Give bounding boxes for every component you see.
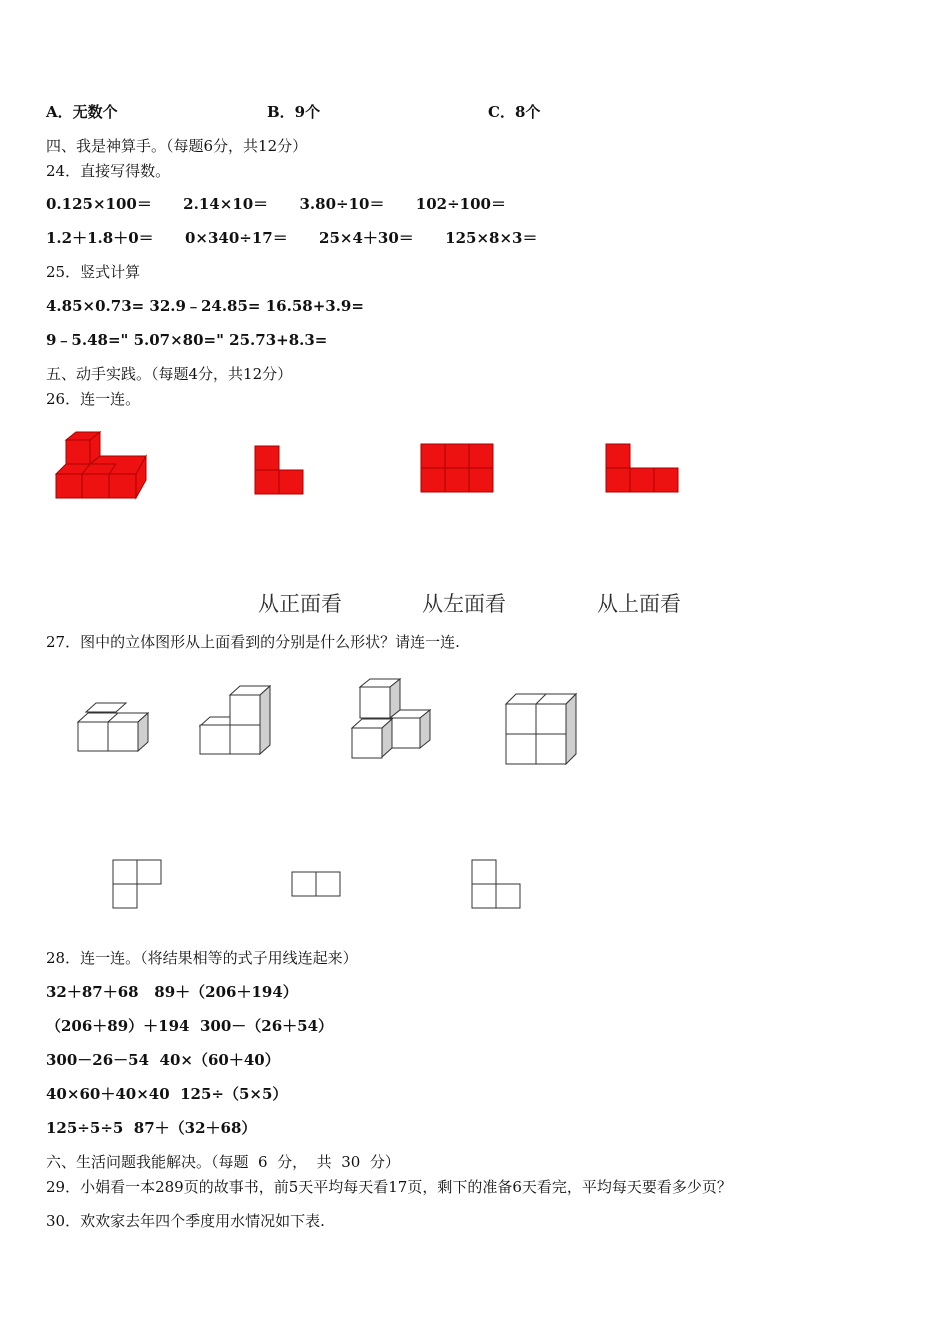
q26-red-l-shape [254,445,306,497]
q26-red-long-l-shape [605,443,681,495]
q28-row-3: 300－26－54 40×（60＋40） [46,1051,280,1069]
q28-row-5: 125÷5÷5 87＋（32＋68） [46,1119,257,1137]
q25-row-1: 4.85×0.73= 32.9﹣24.85= 16.58+3.9= [46,297,364,315]
q27-solid-4 [504,692,580,768]
q24-row-1: 0.125×100＝ 2.14×10＝ 3.80÷10＝ 102÷100＝ [46,195,506,213]
q25-row-2: 9﹣5.48=" 5.07×80=" 25.73+8.3= [46,331,328,349]
q30-text: 30．欢欢家去年四个季度用水情况如下表. [46,1212,325,1230]
q28-row-1: 32＋87＋68 89＋（206＋194） [46,983,298,1001]
q27-top-view-3 [471,859,523,911]
q26-title: 26．连一连。 [46,390,141,408]
q27-solid-1 [76,700,152,756]
option-a: A．无数个 [46,103,118,121]
view-label-left: 从左面看 [422,592,506,616]
view-label-front: 从正面看 [258,592,342,616]
q27-top-view-2 [291,871,343,899]
q27-top-view-1 [112,859,164,911]
option-b: B．9个 [267,103,321,121]
q29-text: 29．小娟看一本289页的故事书，前5天平均每天看17页，剩下的准备6天看完，平均每天要看多少页？ [46,1178,732,1196]
q26-red-rectangle [420,443,496,495]
q24-row-2: 1.2＋1.8＋0＝ 0×340÷17＝ 25×4＋30＝ 125×8×3＝ [46,229,538,247]
q28-row-2: （206＋89）＋194 300－（26＋54） [46,1017,334,1035]
option-c: C．8个 [488,103,541,121]
q28-title: 28．连一连。（将结果相等的式子用线连起来） [46,949,358,967]
q27-solid-3 [350,678,434,762]
q27-title: 27．图中的立体图形从上面看到的分别是什么形状？请连一连. [46,633,460,651]
section-5-heading: 五、动手实践。（每题4分，共12分） [46,365,293,383]
q24-title: 24．直接写得数。 [46,162,171,180]
view-label-top: 从上面看 [597,592,681,616]
section-4-heading: 四、我是神算手。（每题6分，共12分） [46,137,308,155]
section-6-heading: 六、生活问题我能解决。（每题 6 分， 共 30 分） [46,1153,400,1171]
q28-row-4: 40×60＋40×40 125÷（5×5） [46,1085,288,1103]
q27-solid-2 [198,685,274,759]
q25-title: 25．竖式计算 [46,263,141,281]
q26-red-solid-figure [50,428,150,504]
